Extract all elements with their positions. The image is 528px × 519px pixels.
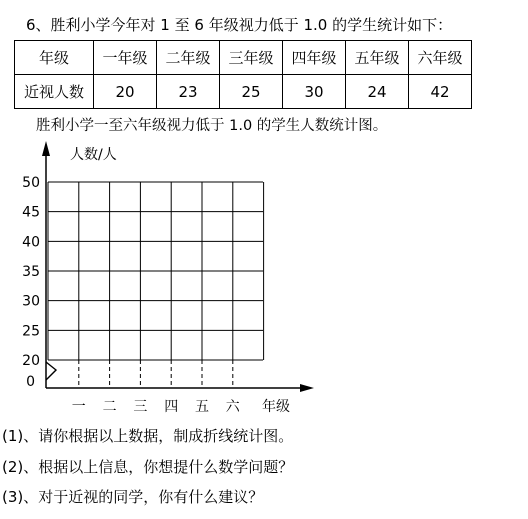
- table-value-1: 20: [94, 75, 157, 109]
- y-tick-label: 25: [22, 323, 40, 340]
- problem-title: 6、胜利小学今年对 1 至 6 年级视力低于 1.0 的学生统计如下：: [26, 16, 453, 34]
- grade-header-2: 二年级: [157, 41, 220, 75]
- y-tick-label: 30: [22, 293, 40, 310]
- chart-title: 胜利小学一至六年级视力低于 1.0 的学生人数统计图。: [36, 118, 388, 134]
- y-tick-label: 40: [22, 234, 40, 251]
- x-tick-label: 二: [102, 399, 117, 415]
- question-1: (1)、请你根据以上数据，制成折线统计图。: [2, 427, 294, 445]
- x-tick-label: 一: [71, 399, 86, 415]
- table-value-2: 23: [157, 75, 220, 109]
- question-2: (2)、根据以上信息，你想提什么数学问题？: [2, 458, 294, 476]
- grade-header-4: 四年级: [283, 41, 346, 75]
- grade-header-6: 六年级: [409, 41, 472, 75]
- table-row-label: 近视人数: [15, 75, 94, 109]
- table-header-label: 年级: [15, 41, 94, 75]
- grade-header-1: 一年级: [94, 41, 157, 75]
- y-axis-arrow: [42, 141, 50, 156]
- table-value-3: 25: [220, 75, 283, 109]
- x-tick-label: 四: [164, 399, 179, 415]
- table-value-5: 24: [346, 75, 409, 109]
- x-tick-label: 六: [225, 399, 240, 415]
- x-axis-arrow: [300, 384, 314, 392]
- y-tick-label: 0: [26, 374, 35, 390]
- y-tick-label: 20: [22, 353, 40, 369]
- grade-header-5: 五年级: [346, 41, 409, 75]
- x-axis-label: 年级: [262, 399, 290, 415]
- x-tick-label: 五: [195, 399, 209, 415]
- y-tick-label: 50: [22, 175, 40, 191]
- y-axis-label: 人数/人: [70, 147, 117, 163]
- table-value-6: 42: [409, 75, 472, 109]
- question-3: (3)、对于近视的同学，你有什么建议？: [2, 488, 264, 506]
- y-tick-label: 45: [22, 204, 40, 221]
- y-tick-label: 35: [22, 264, 40, 280]
- axis-break-zigzag: [46, 362, 56, 380]
- grade-header-3: 三年级: [220, 41, 283, 75]
- table-value-4: 30: [283, 75, 346, 109]
- x-tick-label: 三: [133, 399, 148, 415]
